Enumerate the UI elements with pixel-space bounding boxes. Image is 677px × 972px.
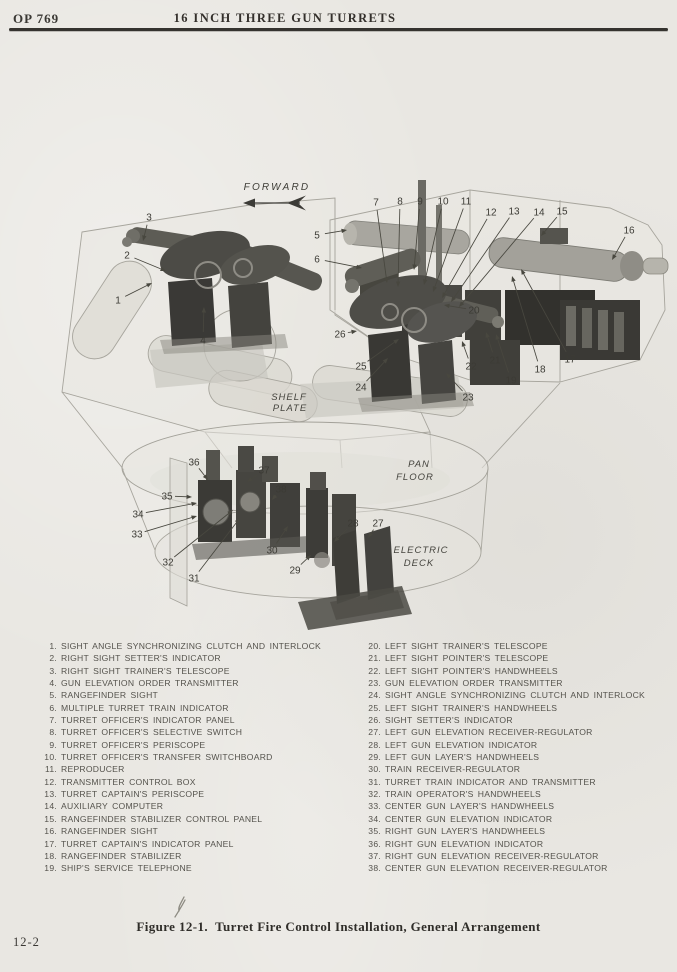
legend-item bbox=[40, 739, 358, 751]
legend-item-number: 1. bbox=[49, 641, 57, 651]
legend-item-number: 36. bbox=[368, 838, 381, 849]
pan-floor-label-line2: FLOOR bbox=[396, 472, 434, 483]
legend-item-number: 10. bbox=[44, 752, 57, 763]
callout-number-19: 19 bbox=[505, 375, 517, 387]
legend-column-left bbox=[40, 640, 358, 875]
legend-item-number: 12. bbox=[44, 776, 57, 787]
legend-item bbox=[40, 838, 358, 850]
legend-item-number: 22. bbox=[368, 665, 381, 676]
callout-number-5: 5 bbox=[314, 230, 320, 242]
legend-item-text: CENTER GUN ELEVATION INDICATOR bbox=[385, 813, 553, 824]
legend-item bbox=[362, 739, 674, 751]
legend-item-number: 37. bbox=[368, 850, 381, 861]
legend-item bbox=[362, 825, 674, 837]
legend-item-text: RIGHT GUN ELEVATION RECEIVER-REGULATOR bbox=[385, 850, 599, 861]
legend-item bbox=[362, 838, 674, 850]
legend-item-text: LEFT SIGHT POINTER'S HANDWHEELS bbox=[385, 665, 558, 676]
legend-item bbox=[40, 788, 358, 800]
legend-item-text: CENTER GUN ELEVATION RECEIVER-REGULATOR bbox=[385, 863, 608, 874]
header-op-number: OP 769 bbox=[13, 11, 60, 26]
legend-item-number: 9. bbox=[49, 739, 57, 750]
legend-item bbox=[362, 776, 674, 788]
figure-svg bbox=[0, 150, 677, 642]
legend-item bbox=[362, 689, 674, 701]
pan-floor-structure bbox=[122, 422, 488, 606]
header-title: 16 INCH THREE GUN TURRETS bbox=[173, 11, 397, 25]
legend-item-text: TURRET CAPTAIN'S INDICATOR PANEL bbox=[61, 838, 234, 849]
legend-item-number: 31. bbox=[368, 776, 381, 787]
legend-item bbox=[362, 751, 674, 763]
callout-number-4: 4 bbox=[200, 335, 206, 347]
legend-item-number: 19. bbox=[44, 863, 57, 874]
legend-item-number: 17. bbox=[44, 838, 57, 849]
callout-number-38: 38 bbox=[275, 484, 287, 496]
legend-item-text: SIGHT SETTER'S INDICATOR bbox=[385, 715, 513, 726]
callout-number-16: 16 bbox=[623, 225, 635, 237]
legend-item-text: LEFT SIGHT TRAINER'S HANDWHEELS bbox=[385, 702, 558, 713]
callout-number-3: 3 bbox=[146, 212, 152, 224]
legend-item-number: 34. bbox=[368, 813, 381, 824]
legend-item-text: RANGEFINDER SIGHT bbox=[61, 690, 159, 701]
legend-item bbox=[362, 640, 674, 652]
callout-number-1: 1 bbox=[115, 295, 121, 307]
legend-item-text: SIGHT ANGLE SYNCHRONIZING CLUTCH AND INTERLOCK bbox=[61, 641, 322, 651]
callout-number-35: 35 bbox=[161, 491, 173, 503]
legend-item-number: 4. bbox=[49, 678, 57, 689]
callout-number-21: 21 bbox=[489, 355, 501, 367]
legend-item-text: GUN ELEVATION ORDER TRANSMITTER bbox=[61, 678, 239, 689]
legend-item-number: 15. bbox=[44, 813, 57, 824]
callout-number-37: 37 bbox=[258, 465, 270, 477]
legend-item bbox=[362, 788, 674, 800]
callout-number-18: 18 bbox=[534, 364, 546, 376]
callout-arrowhead-33 bbox=[191, 515, 197, 519]
callout-number-15: 15 bbox=[556, 206, 568, 218]
header-rule bbox=[9, 28, 668, 31]
callout-number-14: 14 bbox=[533, 207, 545, 219]
legend-item-text: SIGHT ANGLE SYNCHRONIZING CLUTCH AND INTERLOCK bbox=[385, 690, 646, 701]
callout-number-23: 23 bbox=[462, 392, 474, 404]
legend-item bbox=[362, 714, 674, 726]
legend-item-text: CENTER GUN LAYER'S HANDWHEELS bbox=[385, 801, 555, 812]
legend-item-text: TURRET OFFICER'S PERISCOPE bbox=[61, 739, 206, 750]
legend-item-text: RIGHT GUN ELEVATION INDICATOR bbox=[385, 838, 544, 849]
electric-deck-label-line1: ELECTRIC bbox=[393, 545, 449, 556]
legend-item bbox=[40, 702, 358, 714]
legend-item-text: TRAIN RECEIVER-REGULATOR bbox=[385, 764, 521, 775]
legend-item bbox=[40, 689, 358, 701]
callout-number-22: 22 bbox=[465, 361, 477, 373]
legend-item-text: AUXILIARY COMPUTER bbox=[61, 801, 164, 812]
legend-item bbox=[362, 850, 674, 862]
legend-item-number: 16. bbox=[44, 826, 57, 837]
electric-deck-label-line2: DECK bbox=[403, 558, 435, 569]
legend-item-number: 7. bbox=[49, 715, 57, 726]
legend-item-number: 30. bbox=[368, 764, 381, 775]
legend-item-text: TURRET OFFICER'S SELECTIVE SWITCH bbox=[61, 727, 243, 738]
legend-item-number: 8. bbox=[49, 727, 57, 738]
callout-leader-35 bbox=[175, 496, 188, 497]
legend-item-number: 5. bbox=[49, 690, 57, 701]
legend-item-number: 35. bbox=[368, 826, 381, 837]
callout-number-7: 7 bbox=[373, 197, 379, 209]
legend-item bbox=[40, 813, 358, 825]
callout-number-10: 10 bbox=[437, 196, 449, 208]
legend-item-text: GUN ELEVATION ORDER TRANSMITTER bbox=[385, 678, 563, 689]
callout-number-27: 27 bbox=[372, 518, 384, 530]
legend-item bbox=[40, 850, 358, 862]
legend-item bbox=[40, 652, 358, 664]
legend-item-number: 11. bbox=[44, 764, 57, 775]
callout-number-17: 17 bbox=[564, 354, 576, 366]
legend-item-text: REPRODUCER bbox=[61, 764, 125, 775]
shelf-plate-label-line2: PLATE bbox=[272, 403, 308, 414]
legend-item-number: 13. bbox=[44, 789, 57, 800]
legend-item-number: 23. bbox=[368, 678, 381, 689]
legend-item-text: TURRET CAPTAIN'S PERISCOPE bbox=[61, 789, 205, 800]
legend-item-text: TRAIN OPERATOR'S HANDWHEELS bbox=[385, 789, 541, 800]
legend-item-text: TURRET OFFICER'S TRANSFER SWITCHBOARD bbox=[61, 752, 273, 763]
callout-number-32: 32 bbox=[162, 557, 174, 569]
legend-item-text: LEFT GUN ELEVATION INDICATOR bbox=[385, 739, 538, 750]
shelf-plate-label-line1: SHELF bbox=[271, 392, 307, 403]
figure-illustration bbox=[0, 150, 677, 642]
callout-number-8: 8 bbox=[397, 196, 403, 208]
legend-item-number: 25. bbox=[368, 702, 381, 713]
callout-number-11: 11 bbox=[460, 196, 472, 208]
legend-item bbox=[40, 776, 358, 788]
legend-item bbox=[362, 677, 674, 689]
legend-item-number: 18. bbox=[44, 850, 57, 861]
legend-item-text: LEFT GUN LAYER'S HANDWHEELS bbox=[385, 752, 540, 763]
callout-number-2: 2 bbox=[124, 250, 130, 262]
callout-number-20: 20 bbox=[468, 305, 480, 317]
legend-item bbox=[40, 763, 358, 775]
legend-item-text: RIGHT GUN LAYER'S HANDWHEELS bbox=[385, 826, 546, 837]
legend-item-number: 26. bbox=[368, 715, 381, 726]
legend-item-text: TRANSMITTER CONTROL BOX bbox=[61, 776, 196, 787]
legend-item-text: RIGHT SIGHT SETTER'S INDICATOR bbox=[61, 653, 221, 664]
legend-item bbox=[362, 652, 674, 664]
legend-column-right bbox=[362, 640, 674, 875]
legend-item-number: 24. bbox=[368, 690, 381, 701]
legend-item bbox=[40, 825, 358, 837]
callout-number-36: 36 bbox=[188, 457, 200, 469]
callout-number-9: 9 bbox=[417, 196, 423, 208]
legend-item bbox=[362, 862, 674, 874]
legend-item-text: LEFT SIGHT POINTER'S TELESCOPE bbox=[385, 653, 549, 664]
legend-item-number: 28. bbox=[368, 739, 381, 750]
callout-number-13: 13 bbox=[508, 206, 520, 218]
forward-label: FORWARD bbox=[243, 182, 311, 193]
legend-item-text: LEFT GUN ELEVATION RECEIVER-REGULATOR bbox=[385, 727, 593, 738]
legend-item-number: 32. bbox=[368, 789, 381, 800]
legend-item bbox=[40, 640, 358, 652]
legend-item-text: RANGEFINDER STABILIZER CONTROL PANEL bbox=[61, 813, 263, 824]
legend-item bbox=[362, 665, 674, 677]
legend-item bbox=[40, 714, 358, 726]
callout-number-30: 30 bbox=[266, 545, 278, 557]
legend-item-number: 27. bbox=[368, 727, 381, 738]
pan-floor-label-line1: PAN bbox=[408, 459, 430, 470]
legend-item-text: LEFT SIGHT TRAINER'S TELESCOPE bbox=[385, 641, 548, 651]
legend-item-number: 21. bbox=[368, 653, 381, 664]
callout-number-33: 33 bbox=[131, 529, 143, 541]
legend-item-text: RANGEFINDER STABILIZER bbox=[61, 850, 182, 861]
stray-pen-mark bbox=[170, 894, 192, 922]
legend-item-text: SHIP'S SERVICE TELEPHONE bbox=[61, 863, 192, 874]
callout-number-28: 28 bbox=[347, 518, 359, 530]
legend-item bbox=[40, 751, 358, 763]
legend-item-text: RANGEFINDER SIGHT bbox=[61, 826, 159, 837]
legend-item bbox=[362, 726, 674, 738]
legend-item-number: 3. bbox=[49, 665, 57, 676]
legend-item bbox=[40, 800, 358, 812]
legend-item bbox=[362, 763, 674, 775]
legend-item bbox=[40, 862, 358, 874]
callout-number-31: 31 bbox=[188, 573, 200, 585]
figure-caption: Figure 12-1. Turret Fire Control Installation, General Arrangement bbox=[136, 919, 541, 934]
legend-item-text: MULTIPLE TURRET TRAIN INDICATOR bbox=[61, 702, 229, 713]
legend-item-number: 2. bbox=[49, 653, 57, 664]
legend-item-number: 14. bbox=[44, 801, 57, 812]
legend-item bbox=[40, 665, 358, 677]
legend-item-number: 29. bbox=[368, 752, 381, 763]
callout-number-34: 34 bbox=[132, 509, 144, 521]
legend-item bbox=[362, 813, 674, 825]
legend-item bbox=[40, 726, 358, 738]
page-number: 12-2 bbox=[13, 935, 40, 949]
legend-item-text: RIGHT SIGHT TRAINER'S TELESCOPE bbox=[61, 665, 230, 676]
callout-number-6: 6 bbox=[314, 254, 320, 266]
legend-item-text: TURRET TRAIN INDICATOR AND TRANSMITTER bbox=[385, 776, 596, 787]
callout-number-26: 26 bbox=[334, 329, 346, 341]
callout-number-24: 24 bbox=[355, 382, 367, 394]
legend-item-number: 38. bbox=[368, 863, 381, 874]
legend-item bbox=[40, 677, 358, 689]
legend-item bbox=[362, 800, 674, 812]
legend-item-number: 6. bbox=[49, 702, 57, 713]
callout-number-12: 12 bbox=[485, 207, 497, 219]
legend-item-text: TURRET OFFICER'S INDICATOR PANEL bbox=[61, 715, 235, 726]
callout-number-29: 29 bbox=[289, 565, 301, 577]
callout-number-25: 25 bbox=[355, 361, 367, 373]
legend-item-number: 20. bbox=[368, 641, 381, 651]
legend-item bbox=[362, 702, 674, 714]
legend-item-number: 33. bbox=[368, 801, 381, 812]
